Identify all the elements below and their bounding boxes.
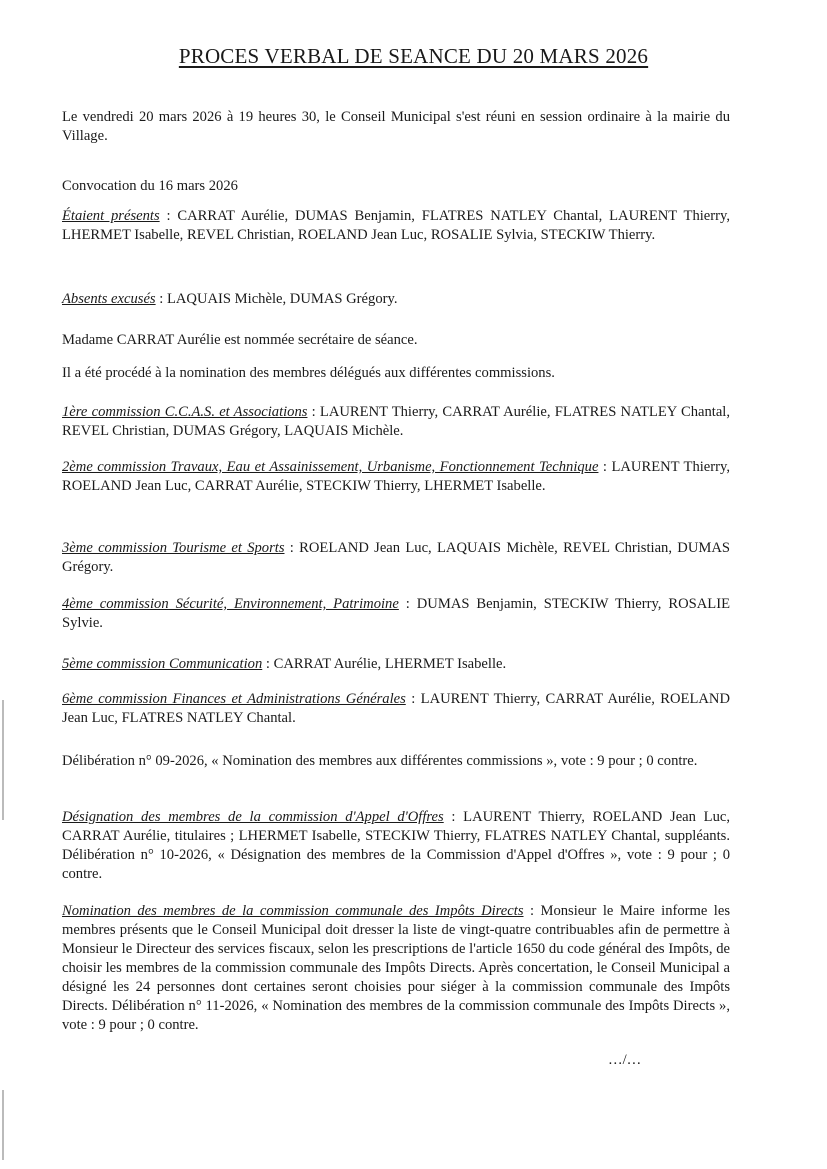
commission-5 xyxy=(62,655,730,674)
secretary-line: Madame CARRAT Aurélie est nommée secrétaire de séance. xyxy=(62,332,418,348)
scan-edge-mark xyxy=(2,700,4,820)
commission-3 xyxy=(62,539,730,577)
commission-4 xyxy=(62,595,730,633)
impots-paragraph xyxy=(62,902,730,1035)
commission-members: : CARRAT Aurélie, LHERMET Isabelle. xyxy=(262,656,507,672)
appel-offres-paragraph xyxy=(62,808,730,884)
commission-label: 4ème commission Sécurité, Environnement, Patrimoine xyxy=(62,596,399,612)
presents-paragraph xyxy=(62,207,730,245)
commission-members: : LAURENT Thierry, CARRAT Aurélie, ROELAND Jean Luc, FLATRES NATLEY Chantal. xyxy=(62,691,730,726)
commission-6 xyxy=(62,690,730,728)
absents-label: Absents excusés xyxy=(62,291,156,307)
continuation-mark: …/… xyxy=(608,1052,642,1068)
page-title: PROCES VERBAL DE SEANCE DU 20 MARS 2026 xyxy=(178,44,649,68)
commission-1 xyxy=(62,403,730,441)
commission-label: 1ère commission C.C.A.S. et Associations xyxy=(62,404,308,420)
impots-label: Nomination des membres de la commission communale des Impôts Directs xyxy=(62,903,524,919)
commission-members: : ROELAND Jean Luc, LAQUAIS Michèle, REVEL Christian, DUMAS Grégory. xyxy=(62,540,730,575)
impots-text: : Monsieur le Maire informe les membres présents que le Conseil Municipal doit dresser la liste de vingt-quatre contribuables afin de permettre à Monsieur le Directeur des services fiscaux, selon les prescriptions de l'article 1650 du code général des Impôts, de choisir les membres de la commission communale des Impôts Directs. Après concertation, le Conseil Municipal a désigné les 24 personnes dont certaines seront choisies pour siéger à la commission communale des Impôts Directs. Délibération n° 11-2026, « Nomination des membres de la commission communale des Impôts Directs », vote : 9 pour ; 0 contre. xyxy=(62,903,731,1033)
commission-label: 2ème commission Travaux, Eau et Assainissement, Urbanisme, Fonctionnement Technique xyxy=(62,459,599,475)
appel-offres-label: Désignation des membres de la commission d'Appel d'Offres xyxy=(62,809,444,825)
presents-label: Étaient présents xyxy=(62,208,160,224)
scan-edge-mark xyxy=(2,1090,4,1160)
commission-members: : LAURENT Thierry, CARRAT Aurélie, FLATRES NATLEY Chantal, REVEL Christian, DUMAS Grégory, LAQUAIS Michèle. xyxy=(62,404,730,439)
commission-2 xyxy=(62,458,730,496)
convocation-line: Convocation du 16 mars 2026 xyxy=(62,178,238,194)
commission-label: 6ème commission Finances et Administrations Générales xyxy=(62,691,406,707)
appel-offres-text: : LAURENT Thierry, ROELAND Jean Luc, CARRAT Aurélie, titulaires ; LHERMET Isabelle, STECKIW Thierry, FLATRES NATLEY Chantal, suppléants. Délibération n° 10-2026, « Désignation des membres de la Commission d'Appel d'Offres », vote : 9 pour ; 0 contre. xyxy=(62,809,730,882)
absents-paragraph xyxy=(62,290,730,309)
commission-members: : LAURENT Thierry, ROELAND Jean Luc, CARRAT Aurélie, STECKIW Thierry, LHERMET Isabelle. xyxy=(62,459,730,494)
commission-members: : DUMAS Benjamin, STECKIW Thierry, ROSALIE Sylvie. xyxy=(62,596,730,631)
absents-text: : LAQUAIS Michèle, DUMAS Grégory. xyxy=(155,291,398,307)
commission-label: 3ème commission Tourisme et Sports xyxy=(62,540,285,556)
commission-label: 5ème commission Communication xyxy=(62,656,263,672)
deliberation-09: Délibération n° 09-2026, « Nomination des membres aux différentes commissions », vote : 9 pour ; 0 contre. xyxy=(62,753,698,769)
intro-paragraph: Le vendredi 20 mars 2026 à 19 heures 30, le Conseil Municipal s'est réuni en session ordinaire à la mairie du Village. xyxy=(62,109,730,144)
presents-text: : CARRAT Aurélie, DUMAS Benjamin, FLATRES NATLEY Chantal, LAURENT Thierry, LHERMET Isabelle, REVEL Christian, ROELAND Jean Luc, ROSALIE Sylvia, STECKIW Thierry. xyxy=(62,208,730,243)
nomination-intro: Il a été procédé à la nomination des membres délégués aux différentes commissions. xyxy=(62,365,555,381)
